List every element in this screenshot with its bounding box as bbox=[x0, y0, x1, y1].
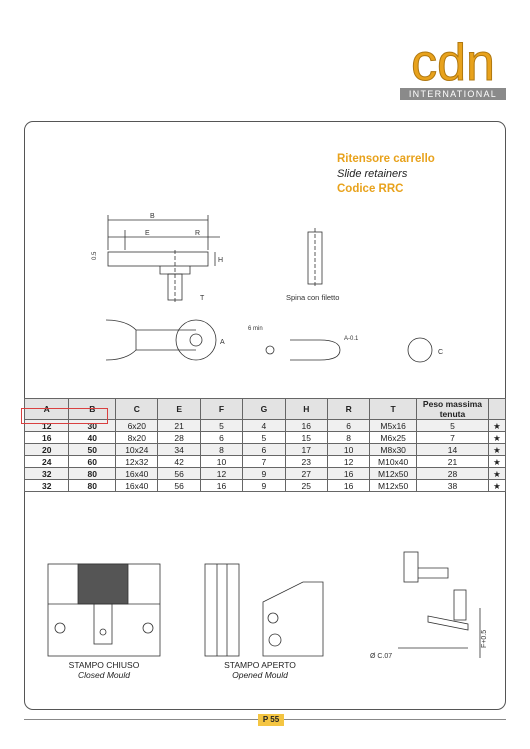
title-english: Slide retainers bbox=[337, 168, 408, 180]
svg-text:E: E bbox=[145, 230, 150, 237]
star-icon: ★ bbox=[488, 432, 505, 444]
opened-mould-drawing bbox=[203, 562, 327, 658]
svg-text:A: A bbox=[220, 339, 225, 346]
title-italian: Ritensore carrello bbox=[337, 153, 435, 165]
col-t: T bbox=[370, 399, 417, 420]
fork-top-view bbox=[96, 310, 236, 370]
pocket-drawing bbox=[240, 320, 360, 370]
svg-text:R: R bbox=[195, 230, 201, 237]
assembly-detail-drawing bbox=[368, 548, 492, 668]
svg-text:6 min: 6 min bbox=[248, 326, 263, 332]
star-icon: ★ bbox=[488, 444, 505, 456]
opened-mould-caption: STAMPO APERTO Opened Mould bbox=[224, 660, 296, 680]
table-row: 12 30 6x20 21 5 4 16 6 M5x16 5 ★ bbox=[25, 420, 506, 432]
col-e: E bbox=[158, 399, 200, 420]
svg-text:Ø C.07: Ø C.07 bbox=[370, 653, 393, 660]
highlight-box bbox=[21, 408, 108, 424]
page-number: P 55 bbox=[258, 714, 284, 726]
svg-text:A-0.1: A-0.1 bbox=[344, 336, 359, 342]
col-f: F bbox=[200, 399, 242, 420]
pin-drawing bbox=[300, 228, 330, 288]
col-peso: Peso massima tenuta bbox=[416, 399, 488, 420]
col-c: C bbox=[116, 399, 158, 420]
title-code: Codice RRC bbox=[337, 183, 404, 195]
star-icon: ★ bbox=[488, 468, 505, 480]
svg-text:0.5: 0.5 bbox=[92, 251, 98, 260]
closed-mould-caption: STAMPO CHIUSO Closed Mould bbox=[68, 660, 140, 680]
col-r: R bbox=[327, 399, 369, 420]
side-view-drawing bbox=[80, 210, 230, 310]
col-h: H bbox=[285, 399, 327, 420]
closed-mould-drawing bbox=[46, 562, 162, 658]
pin-caption: Spina con filetto bbox=[286, 293, 340, 302]
star-icon: ★ bbox=[488, 456, 505, 468]
title-block bbox=[337, 152, 435, 197]
svg-text:cdn: cdn bbox=[411, 40, 495, 84]
svg-text:F+0.5: F+0.5 bbox=[481, 629, 488, 648]
col-star bbox=[488, 399, 505, 420]
col-a: A bbox=[25, 399, 69, 420]
table-row: 20 50 10x24 34 8 6 17 10 M8x30 14 ★ bbox=[25, 444, 506, 456]
star-icon: ★ bbox=[488, 480, 505, 492]
table-row: 24 60 12x32 42 10 7 23 12 M10x40 21 ★ bbox=[25, 456, 506, 468]
table-row: 32 80 16x40 56 12 9 27 16 M12x50 28 ★ bbox=[25, 468, 506, 480]
star-icon: ★ bbox=[488, 420, 505, 432]
cdn-logo-letters bbox=[398, 40, 508, 84]
svg-text:T: T bbox=[200, 295, 205, 302]
hole-drawing bbox=[400, 330, 450, 370]
svg-text:B: B bbox=[150, 213, 155, 220]
svg-text:H: H bbox=[218, 257, 224, 264]
col-g: G bbox=[243, 399, 285, 420]
svg-text:C: C bbox=[438, 349, 444, 356]
col-b: B bbox=[69, 399, 116, 420]
logo-subtitle: INTERNATIONAL bbox=[400, 88, 506, 100]
table-row: 32 80 16x40 56 16 9 25 16 M12x50 38 ★ bbox=[25, 480, 506, 492]
table-row: 16 40 8x20 28 6 5 15 8 M6x25 7 ★ bbox=[25, 432, 506, 444]
